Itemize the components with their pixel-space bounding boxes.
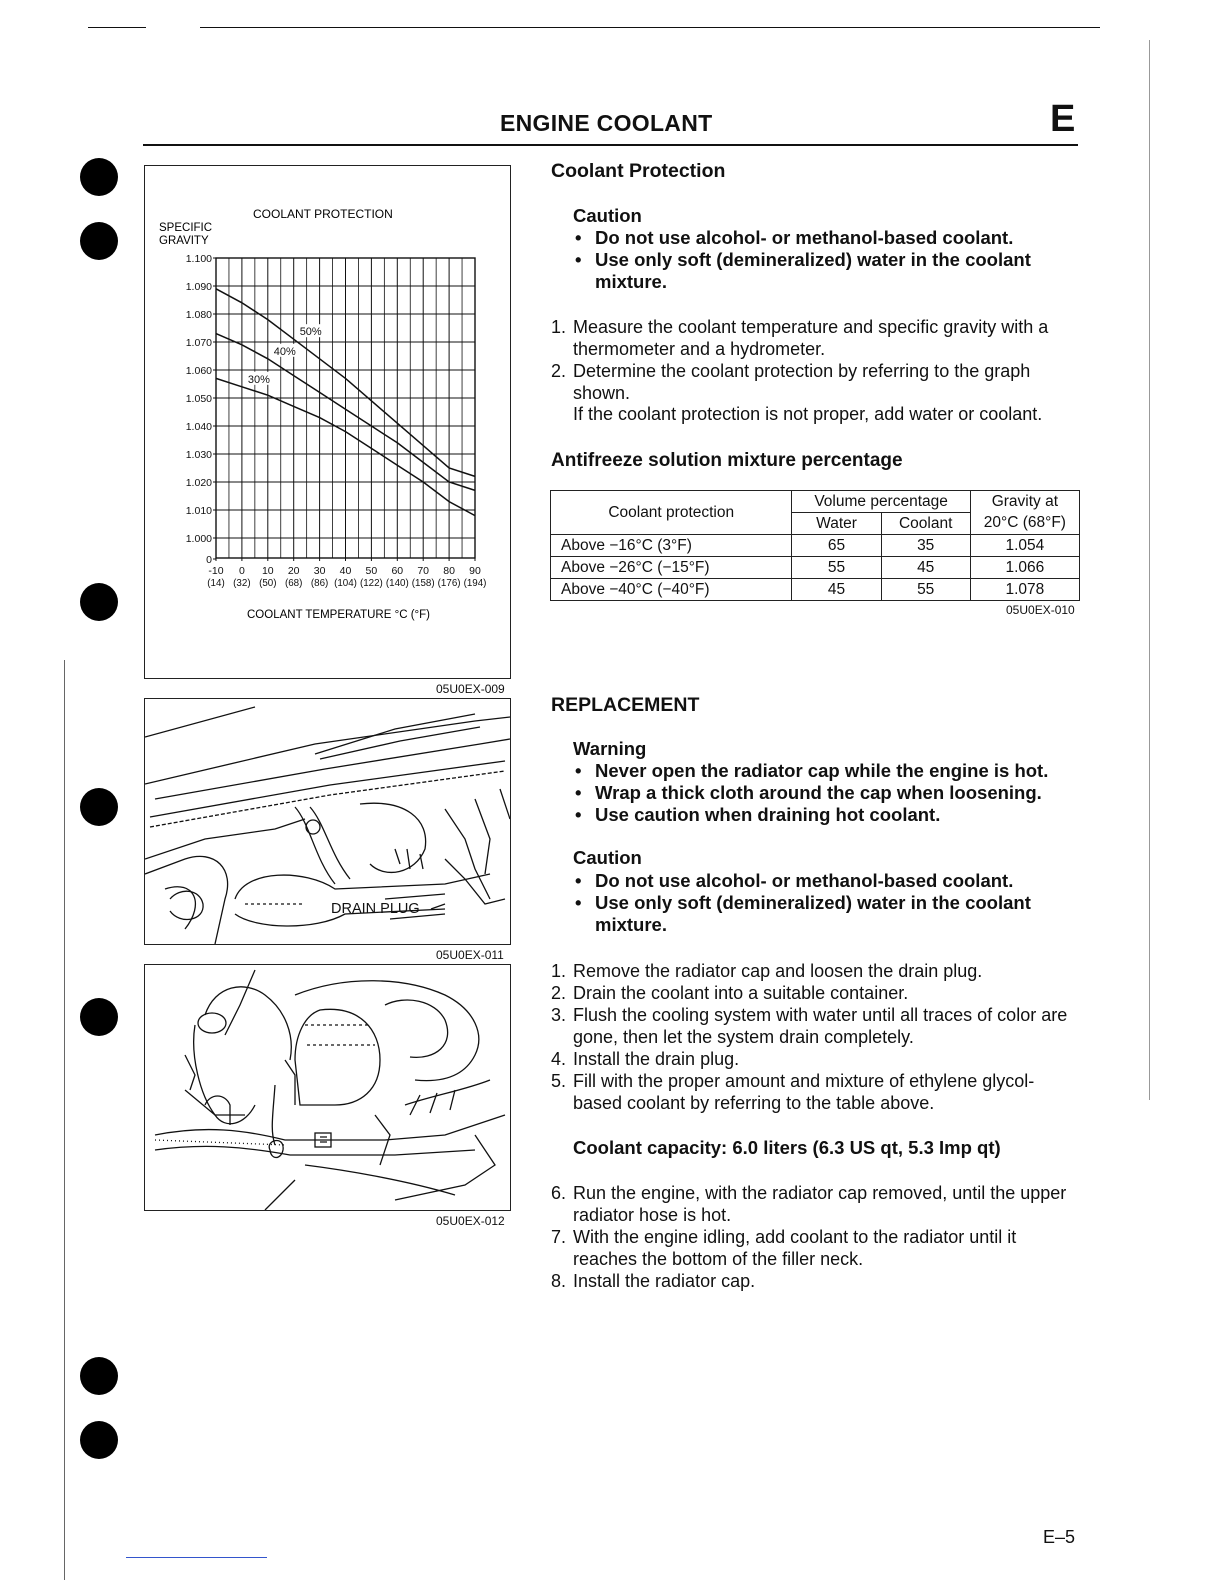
section-heading-coolant-protection: Coolant Protection bbox=[551, 160, 726, 182]
coolant-protection-steps bbox=[551, 316, 1081, 404]
step-number: 5. bbox=[551, 1071, 567, 1091]
page-title: ENGINE COOLANT bbox=[500, 110, 713, 136]
step-text: With the engine idling, add coolant to the radiator until it reaches the bottom of the filler neck. bbox=[573, 1227, 1017, 1269]
header-gravity-line1: Gravity at bbox=[970, 491, 1079, 513]
step-item bbox=[551, 1070, 1081, 1114]
caution-item: • Use only soft (demineralized) water in the coolant mixture. bbox=[573, 249, 1093, 293]
step-number: 6. bbox=[551, 1183, 567, 1203]
chart-y-tick-label: 0 bbox=[206, 554, 212, 566]
coolant-fill-illustration-box bbox=[144, 964, 511, 1211]
chart-x-tick-label: 10 bbox=[261, 565, 274, 577]
chart-series-label: 50% bbox=[299, 326, 322, 339]
step-number: 3. bbox=[551, 1005, 567, 1025]
punch-hole bbox=[80, 998, 118, 1036]
header-gravity-line2: 20°C (68°F) bbox=[970, 513, 1079, 535]
bottom-link-line bbox=[126, 1557, 267, 1558]
chart-x-tick-label-f: (68) bbox=[284, 578, 303, 589]
coolant-protection-chart bbox=[145, 166, 510, 678]
chart-x-tick-label-f: (14) bbox=[207, 578, 225, 589]
cell-gravity: 1.066 bbox=[970, 557, 1079, 579]
coolant-protection-note: If the coolant protection is not proper, add water or coolant. bbox=[573, 404, 1043, 424]
cell-protection: Above −26°C (−15°F) bbox=[551, 557, 792, 579]
chart-x-tick-label: 90 bbox=[469, 565, 481, 577]
section-heading-antifreeze: Antifreeze solution mixture percentage bbox=[551, 450, 903, 471]
section-letter: E bbox=[1050, 98, 1076, 140]
chart-x-tick-label-f: (176) bbox=[437, 578, 461, 589]
cell-water: 55 bbox=[792, 557, 881, 579]
caution-heading: Caution bbox=[573, 847, 642, 868]
replacement-steps-continued bbox=[551, 1182, 1081, 1292]
chart-y-tick-label: 1.080 bbox=[185, 309, 212, 321]
step-item bbox=[551, 1270, 1081, 1292]
chart-y-tick-label: 1.050 bbox=[185, 393, 212, 405]
step-item bbox=[551, 316, 1081, 360]
chart-y-tick-label: 1.040 bbox=[185, 421, 212, 433]
chart-x-tick-label: -10 bbox=[208, 565, 224, 577]
chart-title: COOLANT PROTECTION bbox=[253, 207, 393, 221]
cell-gravity: 1.054 bbox=[970, 535, 1079, 557]
caution-heading: Caution bbox=[573, 205, 642, 226]
caution-item: • Use only soft (demineralized) water in the coolant mixture. bbox=[573, 892, 1093, 936]
step-number: 8. bbox=[551, 1271, 567, 1291]
antifreeze-table bbox=[550, 490, 1080, 601]
step-text: Drain the coolant into a suitable container. bbox=[573, 983, 909, 1003]
drain-plug-label: DRAIN PLUG bbox=[331, 901, 420, 917]
cell-water: 65 bbox=[792, 535, 881, 557]
chart-y-tick-label: 1.070 bbox=[185, 337, 212, 349]
cell-water: 45 bbox=[792, 579, 881, 601]
chart-series-label: 30% bbox=[247, 373, 270, 386]
step-item bbox=[551, 1048, 1081, 1070]
table-row bbox=[551, 579, 1080, 601]
chart-x-tick-label-f: (86) bbox=[310, 578, 329, 589]
chart-y-tick-label: 1.100 bbox=[185, 253, 212, 265]
chart-y-tick-label: 1.060 bbox=[185, 365, 212, 377]
punch-hole bbox=[80, 1421, 118, 1459]
step-item bbox=[551, 1004, 1081, 1048]
chart-x-tick-label-f: (50) bbox=[259, 578, 277, 589]
drain-plug-illustration-box bbox=[144, 698, 511, 945]
warning-item: • Use caution when draining hot coolant. bbox=[573, 804, 1093, 826]
top-rule-left bbox=[88, 27, 146, 28]
chart-y-tick-label: 1.020 bbox=[185, 477, 212, 489]
punch-hole bbox=[80, 1357, 118, 1395]
replacement-steps bbox=[551, 960, 1081, 1114]
step-number: 4. bbox=[551, 1049, 567, 1069]
warning-item: • Wrap a thick cloth around the cap when loosening. bbox=[573, 782, 1093, 804]
coolant-protection-chart-box bbox=[144, 165, 511, 679]
step-text: Measure the coolant temperature and specific gravity with a thermometer and a hydrometer. bbox=[573, 317, 1049, 359]
step-text: Flush the cooling system with water until all traces of color are gone, then let the system drain completely. bbox=[573, 1005, 1068, 1047]
step-item bbox=[551, 360, 1081, 404]
chart-x-tick-label-f: (140) bbox=[385, 578, 409, 589]
chart-x-tick-label: 20 bbox=[287, 565, 300, 577]
section-heading-replacement: REPLACEMENT bbox=[551, 694, 700, 716]
cell-coolant: 45 bbox=[881, 557, 970, 579]
caution-list bbox=[573, 870, 1093, 936]
warning-item: • Never open the radiator cap while the engine is hot. bbox=[573, 760, 1093, 782]
caution-item: • Do not use alcohol- or methanol-based coolant. bbox=[573, 227, 1093, 249]
chart-y-tick-label: 1.030 bbox=[185, 449, 212, 461]
header-rule bbox=[143, 144, 1078, 146]
chart-x-tick-label: 40 bbox=[339, 565, 352, 577]
warning-list bbox=[573, 760, 1093, 826]
step-text: Run the engine, with the radiator cap removed, until the upper radiator hose is hot. bbox=[573, 1183, 1067, 1225]
chart-y-axis-label-line2: GRAVITY bbox=[159, 235, 209, 247]
cell-protection: Above −16°C (3°F) bbox=[551, 535, 792, 557]
chart-y-tick-label: 1.000 bbox=[185, 533, 212, 545]
step-item bbox=[551, 982, 1081, 1004]
figure-code: 05U0EX-012 bbox=[436, 1214, 505, 1228]
step-number: 2. bbox=[551, 983, 567, 1003]
step-item bbox=[551, 960, 1081, 982]
chart-x-tick-label: 70 bbox=[417, 565, 430, 577]
step-number: 1. bbox=[551, 961, 567, 981]
chart-x-tick-label-f: (32) bbox=[233, 578, 251, 589]
chart-x-tick-label-f: (194) bbox=[463, 578, 487, 589]
header-volume-percentage: Volume percentage bbox=[792, 491, 970, 513]
chart-x-tick-label-f: (122) bbox=[359, 578, 383, 589]
chart-x-tick-label-f: (158) bbox=[411, 578, 435, 589]
step-number: 7. bbox=[551, 1227, 567, 1247]
table-code: 05U0EX-010 bbox=[1006, 603, 1075, 617]
coolant-fill-illustration bbox=[145, 965, 510, 1210]
punch-hole bbox=[80, 158, 118, 196]
header-coolant: Coolant bbox=[881, 513, 970, 535]
chart-x-tick-label: 60 bbox=[391, 565, 404, 577]
step-item bbox=[551, 1226, 1081, 1270]
drain-plug-illustration bbox=[145, 699, 510, 944]
chart-y-tick-label: 1.090 bbox=[185, 281, 212, 293]
step-text: Install the radiator cap. bbox=[573, 1271, 756, 1291]
caution-list bbox=[573, 227, 1093, 293]
chart-x-tick-label-f: (104) bbox=[334, 578, 357, 589]
chart-x-axis-label: COOLANT TEMPERATURE °C (°F) bbox=[247, 609, 430, 621]
figure-code: 05U0EX-009 bbox=[436, 682, 505, 696]
chart-y-axis-label-line1: SPECIFIC bbox=[159, 222, 213, 234]
step-text: Install the drain plug. bbox=[573, 1049, 740, 1069]
chart-y-tick-label: 1.010 bbox=[185, 505, 212, 517]
chart-x-tick-label: 50 bbox=[365, 565, 378, 577]
chart-series-label: 40% bbox=[273, 345, 296, 358]
right-margin-line bbox=[1149, 40, 1150, 1100]
step-text: Fill with the proper amount and mixture of ethylene glycol-based coolant by referring to the table above. bbox=[573, 1071, 1035, 1113]
figure-code: 05U0EX-011 bbox=[436, 948, 504, 962]
step-number: 1. bbox=[551, 317, 567, 337]
page-number: E–5 bbox=[1043, 1527, 1076, 1547]
step-text: Remove the radiator cap and loosen the drain plug. bbox=[573, 961, 983, 981]
cell-coolant: 35 bbox=[881, 535, 970, 557]
header-coolant-protection: Coolant protection bbox=[551, 491, 792, 535]
step-text: Determine the coolant protection by referring to the graph shown. bbox=[573, 361, 1031, 403]
step-item bbox=[551, 1182, 1081, 1226]
punch-hole bbox=[80, 222, 118, 260]
punch-hole bbox=[80, 583, 118, 621]
coolant-capacity: Coolant capacity: 6.0 liters (6.3 US qt, 5.3 Imp qt) bbox=[573, 1137, 1001, 1158]
chart-x-tick-label: 80 bbox=[443, 565, 455, 577]
header-water: Water bbox=[792, 513, 881, 535]
step-number: 2. bbox=[551, 361, 567, 381]
table-row bbox=[551, 557, 1080, 579]
top-rule bbox=[200, 27, 1100, 28]
cell-coolant: 55 bbox=[881, 579, 970, 601]
warning-heading: Warning bbox=[573, 738, 647, 759]
table-row bbox=[551, 535, 1080, 557]
cell-gravity: 1.078 bbox=[970, 579, 1079, 601]
table-header-row bbox=[551, 491, 1080, 513]
punch-hole bbox=[80, 788, 118, 826]
chart-x-tick-label: 0 bbox=[238, 565, 245, 577]
caution-item: • Do not use alcohol- or methanol-based coolant. bbox=[573, 870, 1093, 892]
left-margin-line bbox=[64, 660, 65, 1580]
chart-x-tick-label: 30 bbox=[313, 565, 326, 577]
cell-protection: Above −40°C (−40°F) bbox=[551, 579, 792, 601]
